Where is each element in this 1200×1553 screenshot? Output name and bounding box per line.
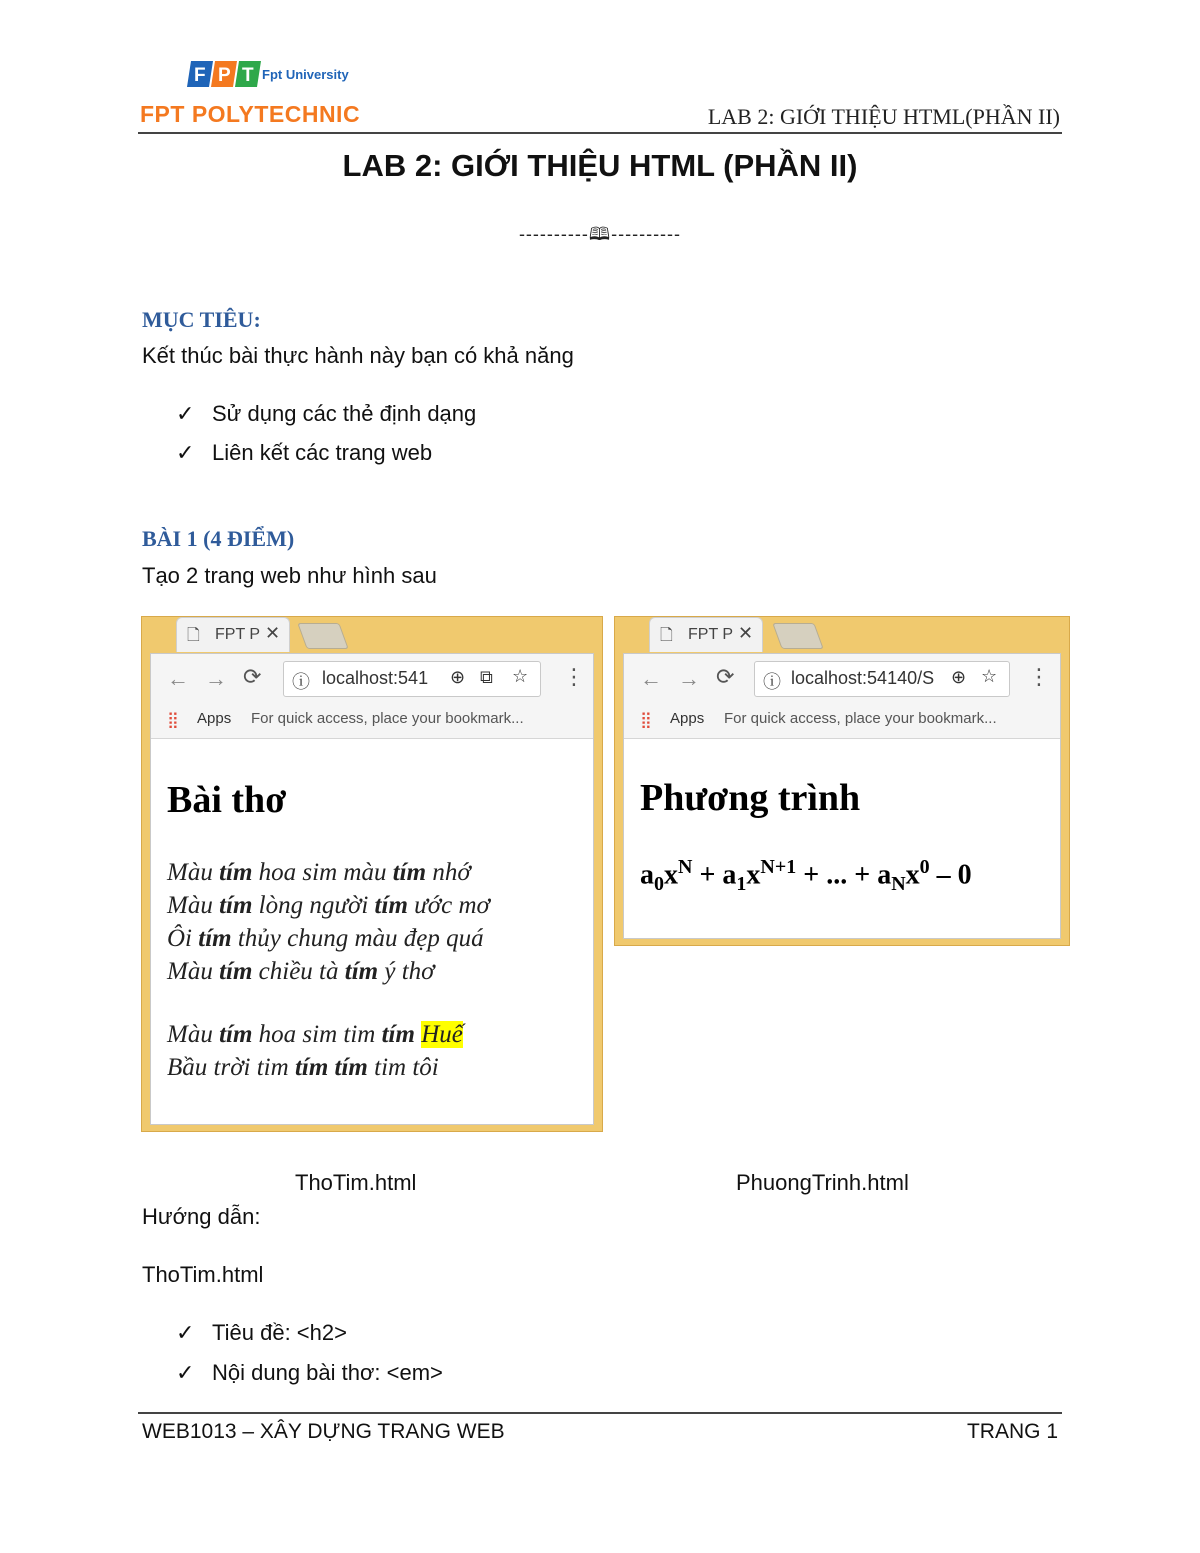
- svg-text:P: P: [218, 65, 231, 86]
- menu-icon[interactable]: ⋮: [563, 664, 585, 689]
- reload-icon[interactable]: ⟳: [243, 664, 262, 689]
- browser-thotim: [141, 616, 603, 1132]
- browser-tab[interactable]: [649, 617, 763, 652]
- poem-line: Màu tím lòng người tím ước mơ: [167, 892, 490, 919]
- objective-item: ✓ Sử dụng các thẻ định dạng: [176, 401, 477, 426]
- footer-course: WEB1013 – XÂY DỰNG TRANG WEB: [142, 1420, 505, 1443]
- apps-grid-icon[interactable]: ⣿: [640, 712, 650, 729]
- guide-item: ✓ Nội dung bài thơ: <em>: [176, 1360, 443, 1385]
- info-icon: ⓘ: [292, 672, 310, 692]
- check-icon: ✓: [176, 401, 195, 426]
- reload-icon[interactable]: ⟳: [716, 664, 735, 689]
- zoom-icon[interactable]: ⊕: [450, 667, 466, 687]
- zoom-icon[interactable]: ⊕: [951, 667, 967, 687]
- browser-tab[interactable]: [176, 617, 290, 652]
- footer-page: TRANG 1: [966, 1420, 1058, 1443]
- guide-heading: Hướng dẫn:: [142, 1204, 261, 1229]
- bookmark-hint: For quick access, place your bookmark...: [251, 710, 524, 727]
- objective-item: ✓ Liên kết các trang web: [176, 440, 433, 465]
- logo-subtitle: Fpt University: [262, 67, 349, 82]
- forward-icon[interactable]: →: [678, 666, 700, 691]
- apps-link[interactable]: Apps: [197, 710, 232, 727]
- highlighted-word: Huế: [421, 1021, 463, 1048]
- poem-line: Màu tím hoa sim tim tím Huế: [167, 1021, 463, 1048]
- header-rule: [138, 132, 1062, 134]
- check-icon: ✓: [176, 440, 195, 465]
- tab-title: FPT P: [688, 626, 734, 643]
- new-tab-button[interactable]: [297, 623, 348, 649]
- browser-window: [150, 653, 594, 1125]
- svg-text:F: F: [194, 65, 206, 86]
- check-icon: ✓: [176, 1320, 195, 1345]
- poem-line: Ôi tím thủy chung màu đẹp quá: [167, 925, 484, 952]
- poem-stanza-2: [167, 1018, 463, 1084]
- address-text: localhost:541: [322, 668, 429, 688]
- exercise1-intro: Tạo 2 trang web như hình sau: [142, 563, 437, 588]
- poem-heading: Bài thơ: [167, 779, 287, 821]
- poem-line: Màu tím chiều tà tím ý thơ: [167, 958, 435, 985]
- equation: $a_0x^N + a_1x^{N+1}$ + ... + $a_Nx^0 - 0$: [640, 856, 972, 895]
- new-tab-button[interactable]: [772, 623, 823, 649]
- poem-line: Bầu trời tim tím tím tim tôi: [167, 1054, 439, 1081]
- page-icon: 🗋: [660, 627, 673, 644]
- star-icon[interactable]: ☆: [981, 666, 998, 686]
- exercise1-heading: BÀI 1 (4 ĐIỂM): [142, 526, 295, 551]
- star-icon[interactable]: ☆: [512, 666, 529, 686]
- translate-icon[interactable]: ⧉: [480, 667, 493, 687]
- running-title: LAB 2: GIỚI THIỆU HTML(PHẦN II): [707, 104, 1060, 129]
- close-icon[interactable]: ✕: [738, 623, 754, 643]
- address-bar[interactable]: [283, 661, 541, 697]
- check-icon: ✓: [176, 1360, 195, 1385]
- footer-rule: [138, 1412, 1062, 1414]
- tab-title: FPT P: [215, 626, 261, 643]
- browser-toolbar: [151, 654, 593, 739]
- objectives-heading: MỤC TIÊU:: [142, 307, 261, 332]
- apps-grid-icon[interactable]: ⣿: [167, 712, 177, 729]
- guide-item: ✓ Tiêu đề: <h2>: [176, 1320, 347, 1345]
- info-icon: ⓘ: [763, 672, 781, 692]
- browser-toolbar: [624, 654, 1060, 739]
- title-ornament: ----------🕮----------: [518, 224, 682, 244]
- polytechnic-logo-text: FPT POLYTECHNIC: [140, 101, 361, 127]
- address-text: localhost:54140/S: [791, 668, 935, 688]
- close-icon[interactable]: ✕: [265, 623, 281, 643]
- poem-line: Màu tím hoa sim màu tím nhớ: [167, 859, 471, 886]
- forward-icon[interactable]: →: [205, 666, 227, 691]
- menu-icon[interactable]: ⋮: [1028, 664, 1050, 689]
- guide-file: ThoTim.html: [142, 1262, 264, 1287]
- apps-link[interactable]: Apps: [670, 710, 705, 727]
- svg-text:T: T: [242, 65, 254, 86]
- browser-phuongtrinh: [614, 616, 1070, 946]
- bookmark-hint: For quick access, place your bookmark...: [724, 710, 997, 727]
- browser-window: [623, 653, 1061, 939]
- page-icon: 🗋: [187, 627, 200, 644]
- poem-stanza-1: [167, 856, 490, 988]
- back-icon[interactable]: ←: [167, 666, 189, 691]
- address-bar[interactable]: [754, 661, 1010, 697]
- page-title: LAB 2: GIỚI THIỆU HTML (PHẦN II): [342, 148, 858, 183]
- caption-thotim: ThoTim.html: [295, 1170, 417, 1195]
- back-icon[interactable]: ←: [640, 666, 662, 691]
- objectives-intro: Kết thúc bài thực hành này bạn có khả năng: [142, 343, 574, 368]
- logo-brand: [198, 64, 199, 65]
- caption-phuongtrinh: PhuongTrinh.html: [736, 1170, 909, 1195]
- equation-heading: Phương trình: [640, 777, 861, 819]
